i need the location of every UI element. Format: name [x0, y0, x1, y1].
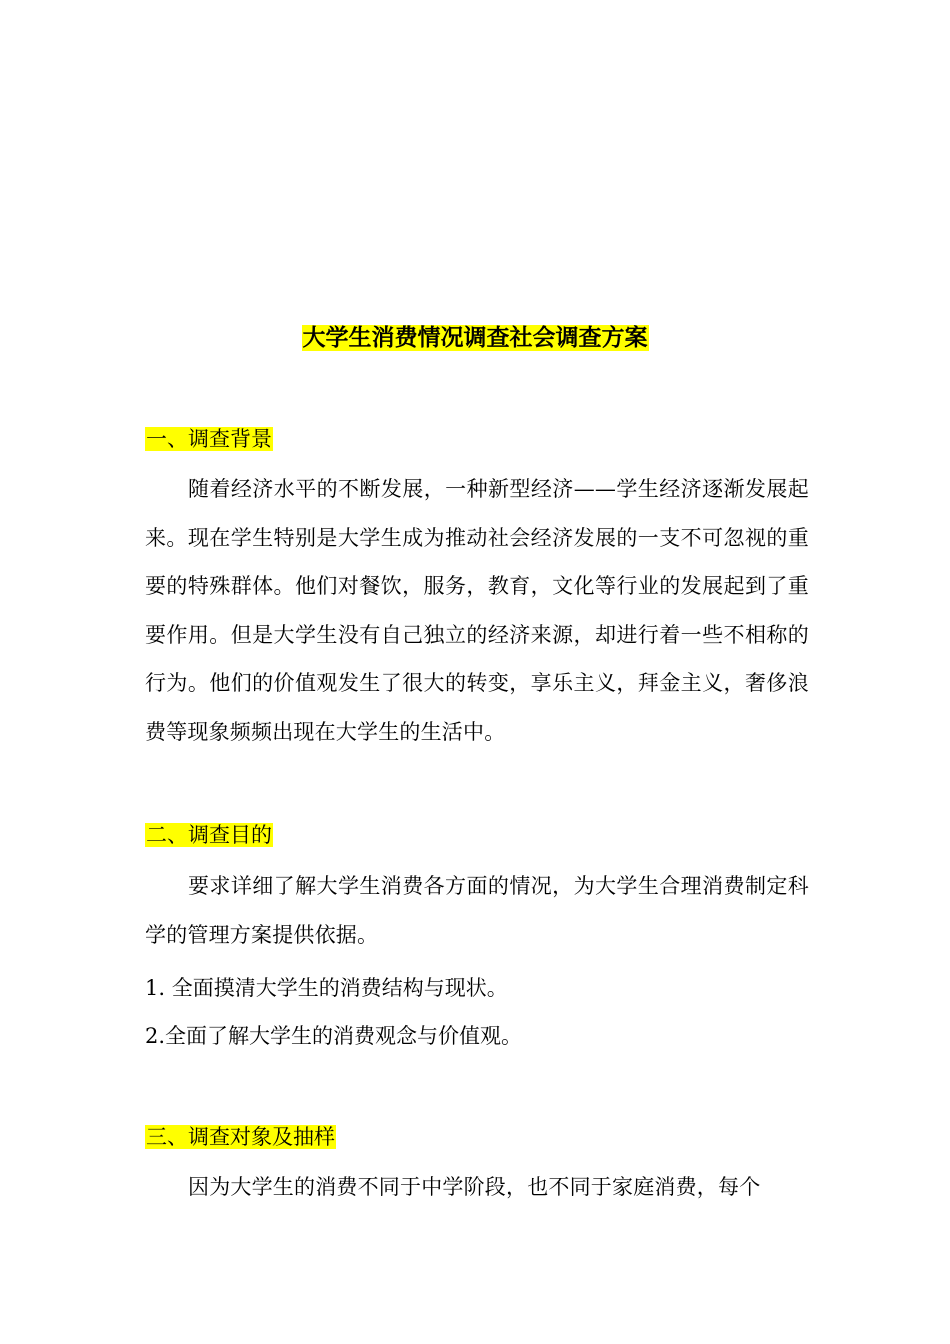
section-paragraph-purpose: 要求详细了解大学生消费各方面的情况，为大学生合理消费制定科学的管理方案提供依据。 [145, 874, 809, 947]
list-item: 2.全面了解大学生的消费观念与价值观。 [145, 1024, 523, 1048]
section-heading-text: 二、调查目的 [146, 823, 272, 847]
section-paragraph-subjects: 因为大学生的消费不同于中学阶段，也不同于家庭消费，每个 [188, 1175, 761, 1199]
section-heading-text: 一、调查背景 [146, 427, 272, 451]
section-heading-background [145, 424, 273, 454]
section-heading-text: 三、调查对象及抽样 [146, 1125, 335, 1149]
list-item: 1. 全面摸清大学生的消费结构与现状。 [145, 976, 508, 1000]
section-heading-purpose [145, 820, 273, 850]
document-title-text: 大学生消费情况调查社会调查方案 [302, 325, 648, 351]
document-title [0, 318, 950, 358]
section-heading-subjects [145, 1122, 336, 1152]
section-paragraph-background: 随着经济水平的不断发展，一种新型经济——学生经济逐渐发展起来。现在学生特别是大学生成为推动社会经济发展的一支不可忽视的重要的特殊群体。他们对餐饮，服务，教育，文化等行业的发展起到了重要作用。但是大学生没有自己独立的经济来源，却进行着一些不相称的行为。他们的价值观发生了很大的转变，享乐主义，拜金主义，奢侈浪费等现象频频出现在大学生的生活中。 [145, 477, 809, 744]
